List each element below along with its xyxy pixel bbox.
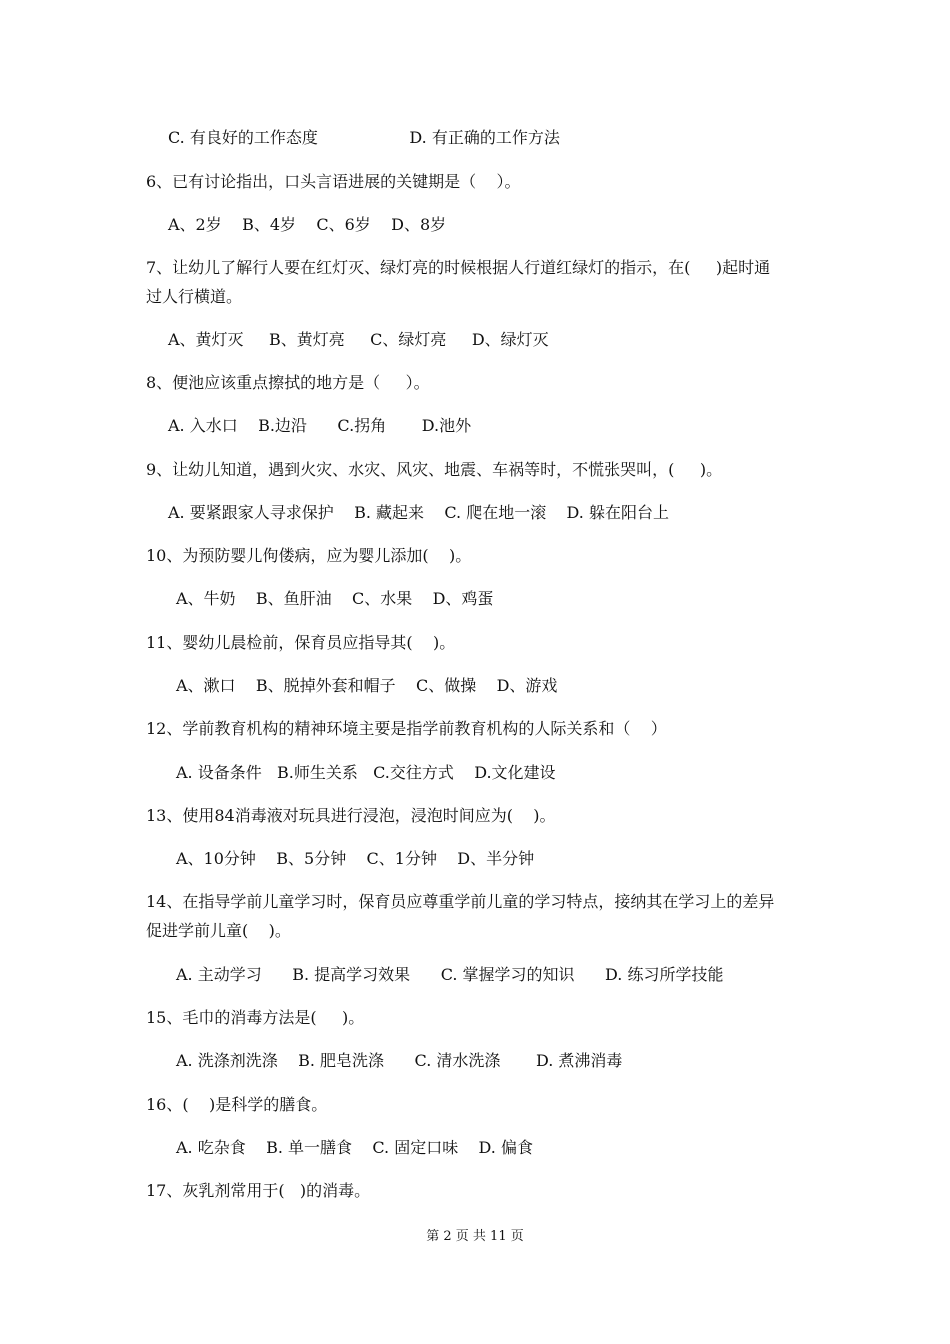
question-10: 10、为预防婴儿佝偻病，应为婴儿添加( )。	[146, 546, 472, 565]
q9-options: A. 要紧跟家人寻求保护 B. 藏起来 C. 爬在地一滚 D. 躲在阳台上	[168, 503, 669, 522]
question-14-cont: 促进学前儿童( )。	[146, 921, 291, 940]
question-17: 17、灰乳剂常用于( )的消毒。	[146, 1181, 371, 1200]
q16-options: A. 吃杂食 B. 单一膳食 C. 固定口味 D. 偏食	[176, 1138, 533, 1157]
q10-options: A、牛奶 B、鱼肝油 C、水果 D、鸡蛋	[176, 589, 494, 608]
q12-options: A. 设备条件 B.师生关系 C.交往方式 D.文化建设	[176, 763, 556, 782]
question-9: 9、让幼儿知道，遇到火灾、水灾、风灾、地震、车祸等时，不慌张哭叫，( )。	[146, 460, 723, 479]
question-8: 8、便池应该重点擦拭的地方是（ ）。	[146, 373, 430, 392]
q11-options: A、漱口 B、脱掉外套和帽子 C、做操 D、游戏	[176, 676, 558, 695]
question-12: 12、学前教育机构的精神环境主要是指学前教育机构的人际关系和（ ）	[146, 719, 667, 738]
question-15: 15、毛巾的消毒方法是( )。	[146, 1008, 365, 1027]
question-6: 6、已有讨论指出，口头言语进展的关键期是（ ）。	[146, 172, 521, 191]
question-7-cont: 过人行横道。	[146, 287, 243, 306]
question-13: 13、使用84消毒液对玩具进行浸泡，浸泡时间应为( )。	[146, 806, 556, 825]
q14-options: A. 主动学习 B. 提高学习效果 C. 掌握学习的知识 D. 练习所学技能	[176, 965, 724, 984]
q8-options: A. 入水口 B.边沿 C.拐角 D.池外	[168, 416, 472, 435]
q13-options: A、10分钟 B、5分钟 C、1分钟 D、半分钟	[176, 849, 535, 868]
page-number-footer: 第 2 页 共 11 页	[426, 1229, 524, 1244]
q15-options: A. 洗涤剂洗涤 B. 肥皂洗涤 C. 清水洗涤 D. 煮沸消毒	[176, 1051, 623, 1070]
question-11: 11、婴幼儿晨检前，保育员应指导其( )。	[146, 633, 456, 652]
q6-options: A、2岁 B、4岁 C、6岁 D、8岁	[168, 215, 447, 234]
question-14: 14、在指导学前儿童学习时，保育员应尊重学前儿童的学习特点，接纳其在学习上的差异	[146, 892, 775, 911]
q5-options-cd: C. 有良好的工作态度 D. 有正确的工作方法	[168, 128, 560, 147]
q7-options: A、黄灯灭 B、黄灯亮 C、绿灯亮 D、绿灯灭	[168, 330, 549, 349]
question-7: 7、让幼儿了解行人要在红灯灭、绿灯亮的时候根据人行道红绿灯的指示，在( )起时通	[146, 258, 771, 277]
question-16: 16、( )是科学的膳食。	[146, 1095, 328, 1114]
